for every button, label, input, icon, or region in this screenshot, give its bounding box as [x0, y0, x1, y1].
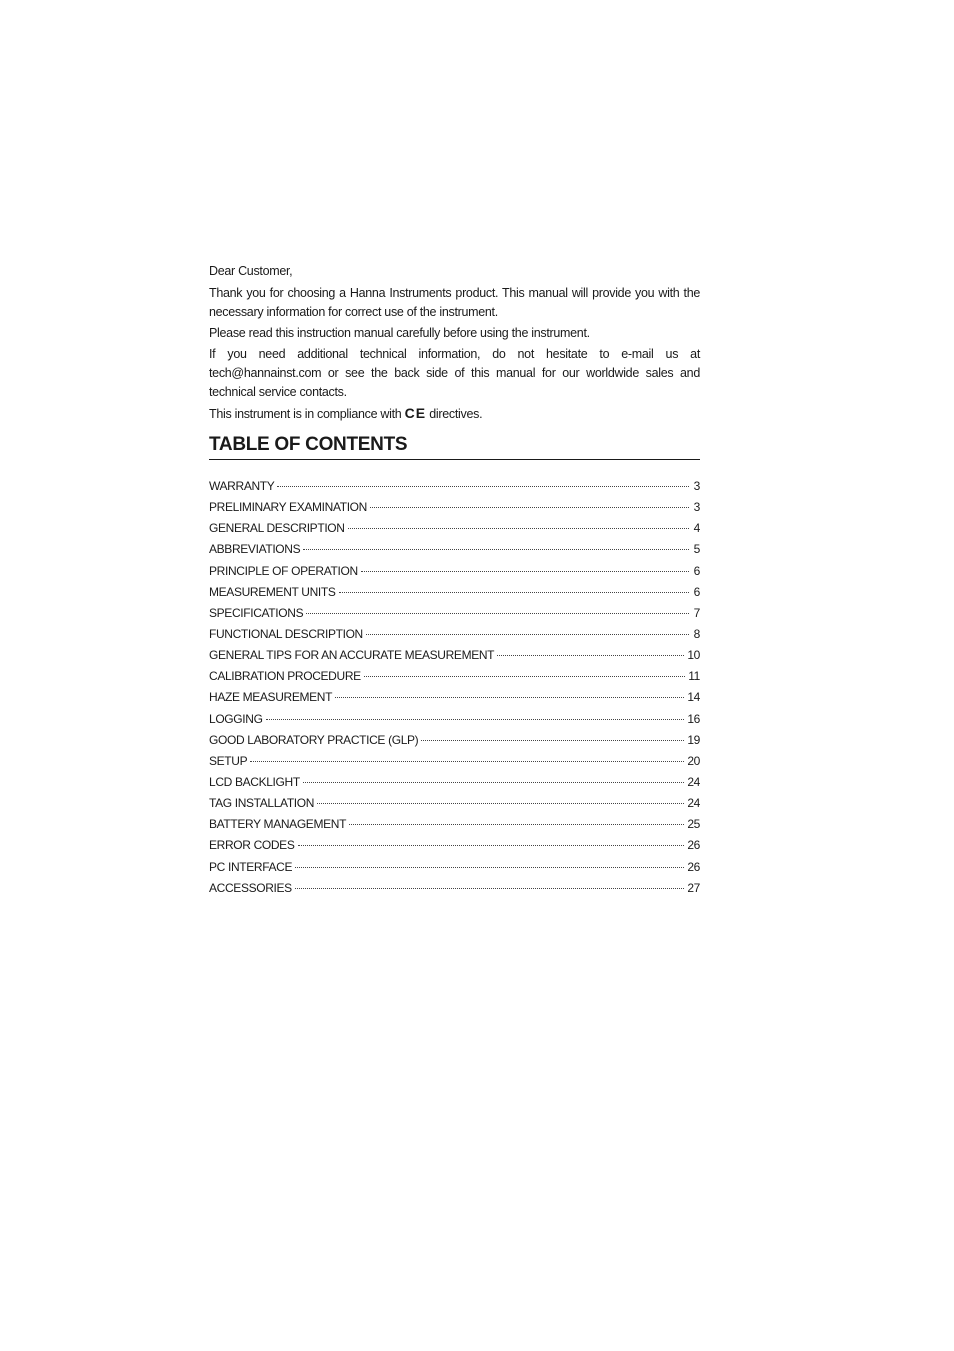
toc-entry-label: BATTERY MANAGEMENT — [209, 817, 347, 832]
toc-entry-page-number: 3 — [693, 500, 700, 515]
toc-entry-leader-dots — [317, 802, 684, 804]
toc-entry-page-number: 14 — [687, 690, 700, 705]
toc-entry-leader-dots — [298, 844, 685, 846]
toc-entry[interactable] — [209, 539, 700, 560]
toc-entry-page-number: 19 — [687, 732, 700, 747]
toc-entry-label: GOOD LABORATORY PRACTICE (GLP) — [209, 732, 419, 747]
toc-entry-label: GENERAL TIPS FOR AN ACCURATE MEASUREMENT — [209, 648, 495, 663]
intro-paragraph-contact: If you need additional technical information, do not hesitate to e-mail us at tech@hannainst.com or see the back side of this manual for our worldwide sales and technical service contacts. — [209, 347, 700, 399]
toc-entry[interactable] — [209, 645, 700, 666]
toc-entry-page-number: 24 — [687, 796, 700, 811]
toc-entry-label: HAZE MEASUREMENT — [209, 690, 333, 705]
toc-entry-leader-dots — [295, 866, 684, 868]
toc-entry-page-number: 7 — [693, 605, 700, 620]
toc-entry-leader-dots — [421, 739, 684, 741]
toc-entry[interactable] — [209, 878, 700, 899]
toc-title: TABLE OF CONTENTS — [209, 434, 700, 460]
toc-entry[interactable] — [209, 857, 700, 878]
toc-entry-label: TAG INSTALLATION — [209, 796, 315, 811]
toc-entry[interactable] — [209, 709, 700, 730]
intro-paragraph-thanks: Thank you for choosing a Hanna Instruments product. This manual will provide you with the necessary information for correct use of the instrument. — [209, 286, 700, 319]
toc-entry[interactable] — [209, 730, 700, 751]
toc-entry-leader-dots — [370, 506, 689, 508]
toc-entry[interactable] — [209, 561, 700, 582]
toc-entry[interactable] — [209, 687, 700, 708]
toc-entry[interactable] — [209, 497, 700, 518]
toc-entry-page-number: 8 — [693, 626, 700, 641]
toc-entry-label: ERROR CODES — [209, 838, 295, 853]
toc-entry-label: PRELIMINARY EXAMINATION — [209, 500, 367, 515]
toc-entry-label: FUNCTIONAL DESCRIPTION — [209, 626, 363, 641]
toc-entry-page-number: 26 — [687, 838, 700, 853]
intro-section — [209, 262, 700, 426]
toc-entry-page-number: 6 — [693, 584, 700, 599]
toc-entry-leader-dots — [366, 633, 689, 635]
toc-entry-leader-dots — [250, 760, 684, 762]
ce-mark-icon: CE — [404, 405, 427, 421]
toc-entry-leader-dots — [295, 887, 685, 889]
toc-entry-label: SETUP — [209, 753, 248, 768]
toc-entry-label: SPECIFICATIONS — [209, 605, 304, 620]
toc-entry-page-number: 11 — [688, 669, 700, 684]
toc-entry-leader-dots — [303, 548, 689, 550]
greeting: Dear Customer, — [209, 264, 293, 278]
toc-entry-label: LOGGING — [209, 711, 263, 726]
toc-entry-leader-dots — [339, 591, 689, 593]
toc-entry-leader-dots — [361, 570, 689, 572]
toc-entry-label: CALIBRATION PROCEDURE — [209, 669, 361, 684]
toc-entry-leader-dots — [277, 485, 689, 487]
toc-entry-page-number: 27 — [687, 880, 700, 895]
toc-entry-page-number: 25 — [687, 817, 700, 832]
toc-entry[interactable] — [209, 518, 700, 539]
intro-paragraph-compliance — [209, 404, 700, 424]
toc-entry-page-number: 24 — [687, 774, 700, 789]
toc-entry-label: WARRANTY — [209, 479, 275, 493]
toc-entry-leader-dots — [497, 654, 684, 656]
toc-entry-leader-dots — [306, 612, 689, 614]
toc-entry-label: ABBREVIATIONS — [209, 542, 301, 557]
toc-entry[interactable] — [209, 814, 700, 835]
toc-entry-leader-dots — [349, 823, 684, 825]
toc-entry[interactable] — [209, 751, 700, 772]
toc-entry-leader-dots — [335, 696, 684, 698]
toc-entry-page-number: 10 — [687, 648, 700, 663]
toc-entry-page-number: 6 — [693, 563, 700, 578]
toc-entry-leader-dots — [303, 781, 685, 783]
toc-entry-leader-dots — [364, 675, 685, 677]
toc-entry-label: PC INTERFACE — [209, 859, 293, 874]
toc-entry[interactable] — [209, 624, 700, 645]
toc-entry[interactable] — [209, 793, 700, 814]
toc-entry-label: ACCESSORIES — [209, 880, 292, 895]
toc-entry-page-number: 26 — [687, 859, 700, 874]
toc-list — [209, 476, 700, 899]
toc-entry[interactable] — [209, 835, 700, 856]
toc-entry-label: GENERAL DESCRIPTION — [209, 521, 345, 536]
compliance-text-end: directives. — [429, 407, 483, 421]
toc-entry-page-number: 5 — [693, 542, 700, 557]
toc-entry[interactable] — [209, 666, 700, 687]
toc-entry-label: PRINCIPLE OF OPERATION — [209, 563, 358, 578]
toc-entry-page-number: 20 — [687, 753, 700, 768]
toc-entry[interactable] — [209, 582, 700, 603]
toc-entry-page-number: 16 — [687, 711, 700, 726]
toc-entry-page-number: 4 — [693, 521, 700, 536]
toc-entry[interactable] — [209, 603, 700, 624]
toc-entry-label: LCD BACKLIGHT — [209, 774, 300, 789]
toc-entry[interactable] — [209, 476, 700, 497]
intro-paragraph-read-manual: Please read this instruction manual carefully before using the instrument. — [209, 326, 590, 340]
toc-entry-label: MEASUREMENT UNITS — [209, 584, 336, 599]
compliance-text: This instrument is in compliance with — [209, 407, 402, 421]
toc-entry-page-number: 3 — [693, 479, 700, 493]
toc-entry-leader-dots — [266, 718, 685, 720]
toc-entry[interactable] — [209, 772, 700, 793]
toc-entry-leader-dots — [348, 527, 689, 529]
